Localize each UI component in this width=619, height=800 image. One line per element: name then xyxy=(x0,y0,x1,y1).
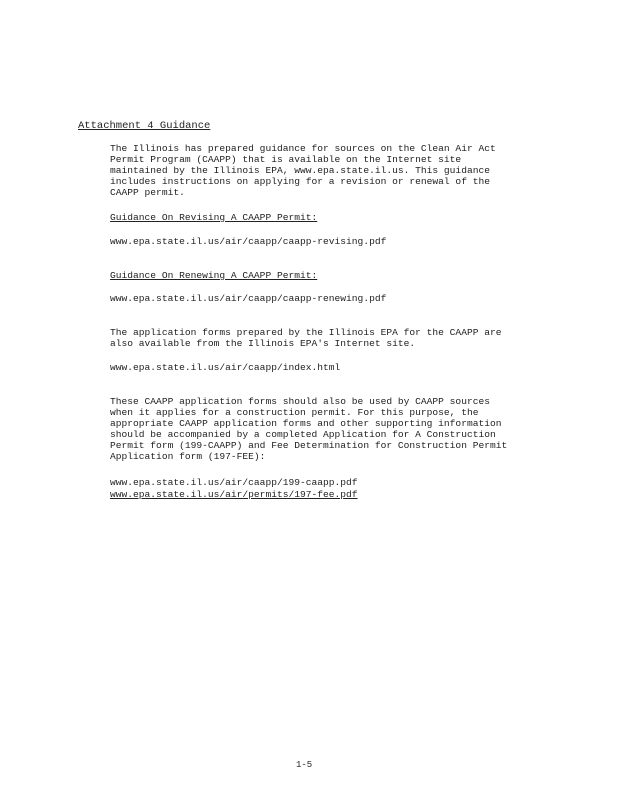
forms-paragraph: The application forms prepared by the Illinois EPA for the CAAPP are also available from the Illinois EPA's Internet site. xyxy=(110,327,502,349)
caapp-form-199-link[interactable]: www.epa.state.il.us/air/caapp/199-caapp.pdf xyxy=(110,477,358,488)
fee-form-197-link[interactable]: www.epa.state.il.us/air/permits/197-fee.pdf xyxy=(110,489,358,500)
renewing-guidance-title: Guidance On Renewing A CAAPP Permit: xyxy=(110,270,318,281)
page-number: 1-5 xyxy=(296,760,313,770)
revising-guidance-title: Guidance On Revising A CAAPP Permit: xyxy=(110,212,318,223)
renewing-guidance-link[interactable]: www.epa.state.il.us/air/caapp/caapp-renewing.pdf xyxy=(110,293,387,304)
construction-paragraph: These CAAPP application forms should also be used by CAAPP sources when it applies for a construction permit. For this purpose, the appropriate CAAPP application forms and other supporting information should be accompanied by a completed Application for A Construction Permit form (199-CAAPP) and Fee Determination for Construction Permit Application form (197-FEE): xyxy=(110,396,508,462)
attachment-heading: Attachment 4 Guidance xyxy=(78,120,211,132)
intro-paragraph: The Illinois has prepared guidance for sources on the Clean Air Act Permit Program (CAAPP) that is available on the Internet site maintained by the Illinois EPA, www.epa.state.il.us. This guidance includes instructions on applying for a revision or renewal of the CAAPP permit. xyxy=(110,143,496,198)
revising-guidance-link[interactable]: www.epa.state.il.us/air/caapp/caapp-revising.pdf xyxy=(110,236,387,247)
forms-index-link[interactable]: www.epa.state.il.us/air/caapp/index.html xyxy=(110,362,341,373)
